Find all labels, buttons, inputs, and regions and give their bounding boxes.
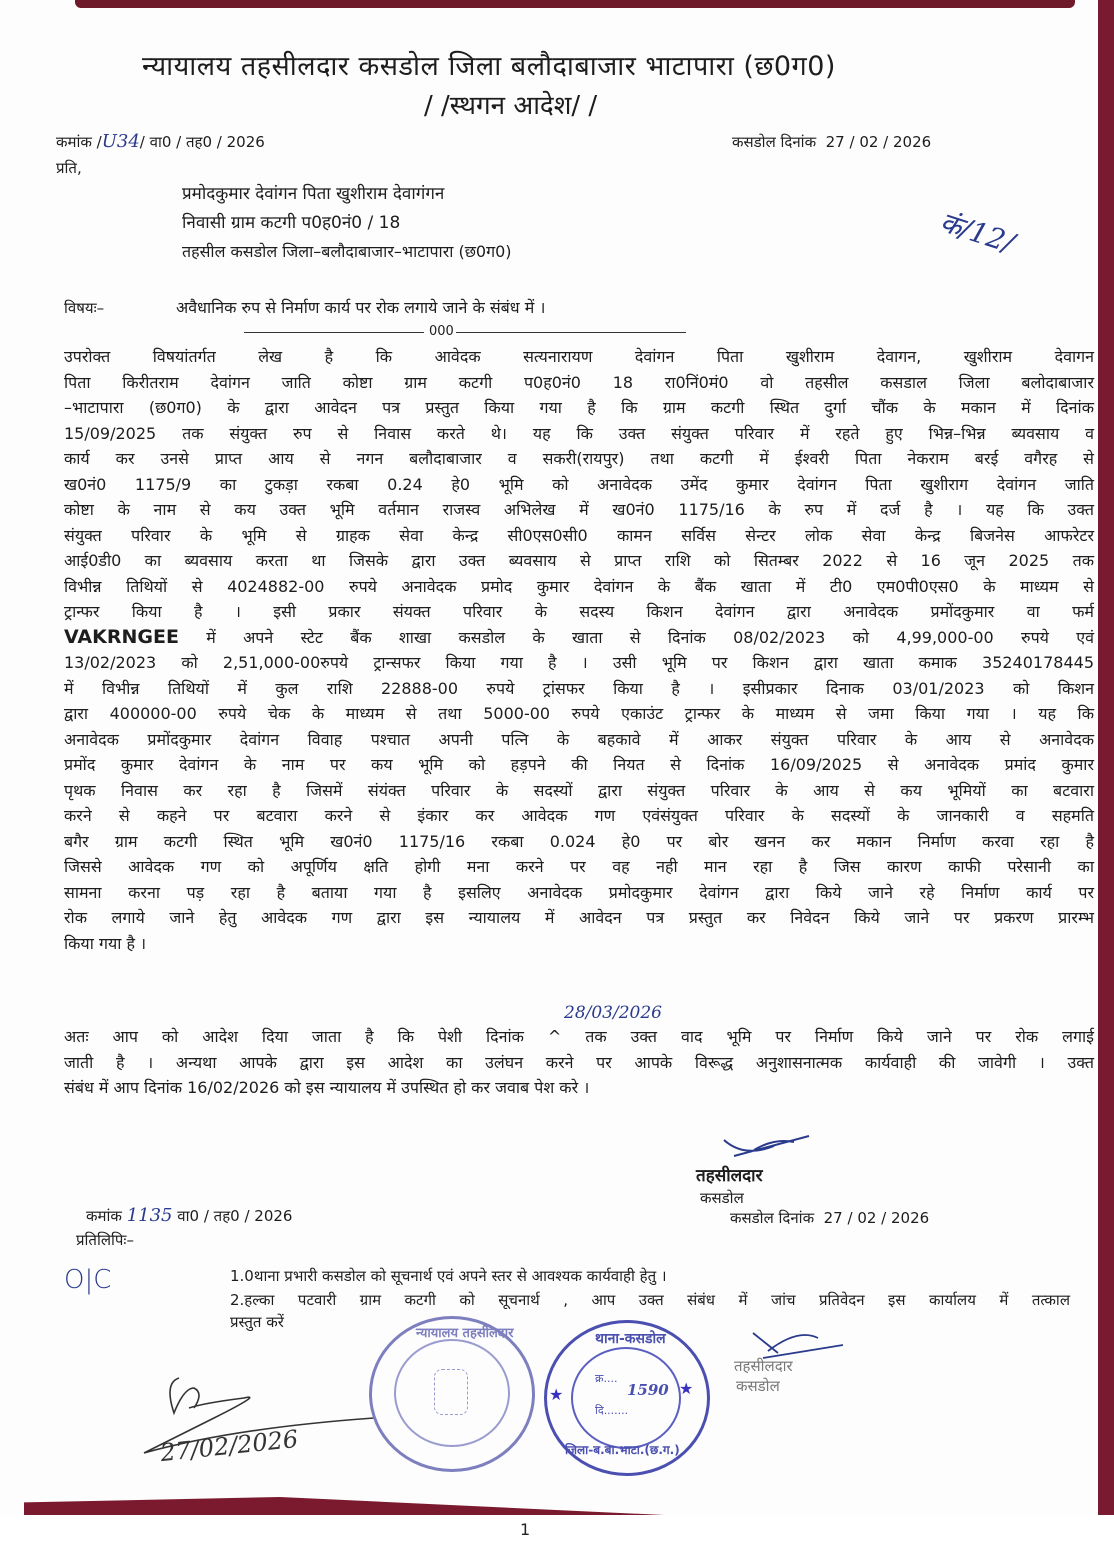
- copy-number: [86, 1206, 292, 1226]
- handwritten-inward-note: कं/12/: [935, 205, 1019, 260]
- body-paragraph-line: द्वारा 400000-00 रुपये चेक के माध्यम से तथा 5000-00 रुपये एकाउंट ट्रान्फर के माध्यम से जमा किया गया । यह कि: [64, 704, 1094, 723]
- body-paragraph-line: बगैर ग्राम कटगी स्थित भूमि ख0नं0 1175/16 रकबा 0.024 हे0 पर बोर खनन कर मकान निर्माण करवा रहा है: [64, 831, 1094, 851]
- copy-item-2: 2.हल्का पटवारी ग्राम कटगी को सूचनार्थ , आप उक्त संबंध में जांच प्रतिवेदन इस कार्यालय में तत्काल: [230, 1291, 1070, 1309]
- body-paragraph-line: किया गया है ।: [64, 933, 147, 953]
- police-seal-top-text: थाना-कसडोल: [595, 1331, 666, 1347]
- body-paragraph-line: विभीन्न तिथियों से 4024882-00 रुपये अनावेदक प्रमोद कुमार देवांगन के बैंक खाता में टी0 एम0पी0एस0 के माध्यम से: [64, 576, 1094, 596]
- body-paragraph-line: कोष्टा के नाम से कय उक्त भूमि वर्तमान राजस्व अभिलेख में ख0नं0 1175/16 के रुप में दर्ज है । यह कि उक्त: [64, 500, 1094, 519]
- order-paragraph: [64, 1024, 1094, 1101]
- tehsildar-signature: [714, 1128, 824, 1168]
- reference-handwritten-number: U34: [101, 131, 140, 152]
- signature-date-label: कसडोल दिनांक: [730, 1209, 815, 1227]
- court-seal-stamp: [369, 1316, 535, 1472]
- body-paragraph-line: प्रमोंद कुमार देवांगन के नाम पर कय भूमि को हड़पने की नियत से दिनांक 16/09/2025 से अनावेदक प्रमांद कुमार: [64, 755, 1094, 774]
- police-station-seal-stamp: [544, 1320, 710, 1476]
- signature-date: [730, 1208, 929, 1228]
- scan-border-right: [1098, 0, 1114, 1515]
- subject-label: विषयः–: [64, 299, 105, 317]
- copy-margin-note: O|C: [64, 1265, 112, 1295]
- document-page: [24, 8, 1098, 1497]
- body-paragraph-line: सामना करना पड़ रहा है बताया गया है इसलिए अनावेदक प्रमोदकुमार देवांगन द्वारा किये जाने रहे निर्माण कार्य पर: [64, 882, 1094, 902]
- reference-number: [56, 132, 265, 152]
- body-paragraph-line: कार्य कर उनसे प्राप्त आय से नगन बलौदाबाजार व सकरी(रायपुर) तथा कटगी में ईश्वरी पिता नेकराम बरई वगैरह से: [64, 449, 1094, 468]
- national-emblem-icon: [434, 1369, 468, 1415]
- order-paragraph-line: अतः आप को आदेश दिया जाता है कि पेशी दिनांक ^ तक उक्त वाद भूमि पर निर्माण किये जाने पर रोक लगाई: [64, 1027, 1094, 1046]
- scan-border-top: [75, 0, 1075, 8]
- order-title: / /स्थगन आदेश/ /: [424, 91, 598, 121]
- body-paragraph-line: ख0नं0 1175/9 का टुकड़ा रकबा 0.24 हे0 भूमि को अनावेदक उमेंद कुमार देवांगन पिता खुशीराग देवांगन जाति: [64, 474, 1094, 494]
- reference-prefix: कमांक /: [56, 133, 102, 151]
- police-seal-kra: क्र....: [595, 1372, 618, 1385]
- body-paragraph-line: में विभीन्न तिथियों में कुल राशि 22888-00 रुपये ट्रांसफर किया है । इसीप्रकार दिनाक 03/01/2023 को किशन: [64, 678, 1094, 698]
- copy-number-prefix: कमांक: [86, 1207, 122, 1225]
- star-icon-left: ★: [549, 1385, 564, 1404]
- body-paragraph-line: पृथक निवास कर रहा है जिसमें संयंक्त परिवार के सदस्यों द्वारा संयुक्त परिवार के आय से कय भूमियों का बटवारा: [64, 780, 1094, 800]
- date-label: कसडोल दिनांक: [732, 133, 817, 151]
- receipt-handwritten-date: 27/02/2026: [158, 1424, 300, 1468]
- date-value: 27 / 02 / 2026: [825, 133, 932, 151]
- signature-date-value: 27 / 02 / 2026: [823, 1209, 930, 1227]
- order-paragraph-line: संबंध में आप दिनांक 16/02/2026 को इस न्यायालय में उपस्थित हो कर जवाब पेश करे ।: [64, 1078, 590, 1097]
- page-number: 1: [520, 1520, 531, 1539]
- separator-rule-right: [456, 332, 686, 333]
- court-seal-text: न्यायालय तहसीलदार: [416, 1326, 514, 1341]
- company-name: VAKRNGEE: [64, 625, 179, 648]
- recipient-name: प्रमोदकुमार देवांगन पिता खुशीराम देवागंगन: [182, 184, 445, 204]
- body-paragraph-line: VAKRNGEE में अपने स्टेट बैंक शाखा कसडोल के खाता से दिनांक 08/02/2023 को 4,99,000-00 रुपये एवं: [64, 625, 1094, 648]
- police-seal-bottom-text: जिला-ब.बा.भाटा.(छ.ग.): [565, 1443, 680, 1457]
- recipient-tehsil: तहसील कसडोल जिला–बलौदाबाजार–भाटापारा (छ0ग0): [182, 242, 512, 261]
- court-title: न्यायालय तहसीलदार कसडोल जिला बलौदाबाजार भाटापारा (छ0ग0): [142, 51, 836, 82]
- separator-rule-left: [244, 332, 424, 333]
- second-stamp-title: तहसीलदार: [734, 1357, 793, 1375]
- body-paragraph-line: 15/09/2025 तक संयुक्त रुप से निवास करते थे। यह कि उक्त संयुक्त परिवार में रहते हुए भिन्न–भिन्न ब्यवसाय व: [64, 423, 1094, 443]
- second-stamp-place: कसडोल: [736, 1377, 780, 1395]
- body-paragraph-line: पिता किरीतराम देवांगन जाति कोष्टा ग्राम कटगी प0ह0नं0 18 रा0निं0मं0 वो तहसील कसडाल जिला बलोदाबाजार: [64, 372, 1094, 392]
- body-paragraph-line: ट्रान्फर किया है । इसी प्रकार संयक्त परिवार के सदस्य किशन देवांगन द्वारा अनावेदक प्रमोंदकुमार वा फर्म: [64, 602, 1094, 621]
- body-paragraph-line: करने से कहने पर बटवारा करने से इंकार कर आवेदक गण एवंसंयुक्त परिवार के सदस्यों के जानकारी व सहमति: [64, 806, 1094, 825]
- order-paragraph-line: जाती है । अन्यथा आपके द्वारा इस आदेश का उलंघन करने पर आपके विरूद्ध अनुशासनात्मक कार्यवाही की जावेगी । उक्त: [64, 1052, 1094, 1072]
- copy-number-suffix: वा0 / तह0 / 2026: [177, 1207, 293, 1225]
- body-paragraph-line: रोक लगाये जाने हेतु आवेदक गण द्वारा इस न्यायालय में आवेदन पत्र प्रस्तुत कर निवेदन किये जाने पर प्रकरण प्रारम्भ: [64, 908, 1094, 927]
- body-paragraph: [64, 344, 1094, 956]
- body-paragraph-line: 13/02/2023 को 2,51,000-00रुपये ट्रान्सफर किया गया है । उसी भूमि पर किशन द्वारा खाता कमाक 35240178445: [64, 653, 1094, 672]
- body-paragraph-line: –भाटापारा (छ0ग0) के द्वारा आवेदन पत्र प्रस्तुत किया गया है कि ग्राम कटगी स्थित दुर्गा चौंक के मकान में दिनांक: [64, 398, 1094, 417]
- body-paragraph-line: उपरोक्त विषयांतर्गत लेख है कि आवेदक सत्यनारायण देवांगन पिता खुशीराम देवागन, खुशीराम देवागन: [64, 347, 1094, 366]
- copy-label: प्रतिलिपिः–: [76, 1231, 134, 1249]
- copy-handwritten-number: 1135: [126, 1205, 173, 1226]
- star-icon-right: ★: [679, 1379, 694, 1398]
- recipient-to-label: प्रति,: [56, 159, 82, 177]
- handwritten-hearing-date: 28/03/2026: [564, 1003, 662, 1023]
- recipient-village: निवासी ग्राम कटगी प0ह0नं0 / 18: [182, 213, 401, 233]
- reference-date: [732, 132, 931, 152]
- separator-mark: 000: [429, 324, 454, 339]
- body-paragraph-line: आई0डी0 का ब्यवसाय करता था जिसके द्वारा उक्त ब्यवसाय से प्राप्त राशि को सितम्बर 2022 से 16 जून 2025 तक: [64, 551, 1094, 570]
- body-paragraph-line: संयुक्त परिवार के भूमि से ग्राहक सेवा केन्द्र सी0एस0सी0 कामन सर्विस सेन्टर लोक सेवा केन्द्र बिजनेस आफरेटर: [64, 525, 1094, 545]
- reference-suffix: / वा0 / तह0 / 2026: [139, 133, 265, 151]
- police-seal-handwritten-number: 1590: [627, 1381, 669, 1399]
- signature-place: कसडोल: [700, 1189, 744, 1207]
- signature-title: तहसीलदार: [696, 1166, 763, 1186]
- receipt-signature: [114, 1368, 374, 1478]
- police-seal-di: दि.......: [595, 1404, 629, 1417]
- body-paragraph-line: जिससे आवेदक गण को अपूर्णिय क्षति होगी मना करने पर वह नही मान रहा है जिस कारण काफी परेसानी का: [64, 857, 1094, 876]
- copy-item-1: 1.0थाना प्रभारी कसडोल को सूचनार्थ एवं अपने स्तर से आवश्यक कार्यवाही हेतु ।: [230, 1267, 667, 1285]
- copy-item-3: प्रस्तुत करें: [230, 1313, 284, 1331]
- subject-text: अवैधानिक रुप से निर्माण कार्य पर रोक लगाये जाने के संबंध में ।: [176, 298, 546, 317]
- body-paragraph-line: अनावेदक प्रमोंदकुमार देवांगन विवाह पश्चात अपनी पत्नि के बहकावे में आकर संयुक्त परिवार के आय से अनावेदक: [64, 729, 1094, 749]
